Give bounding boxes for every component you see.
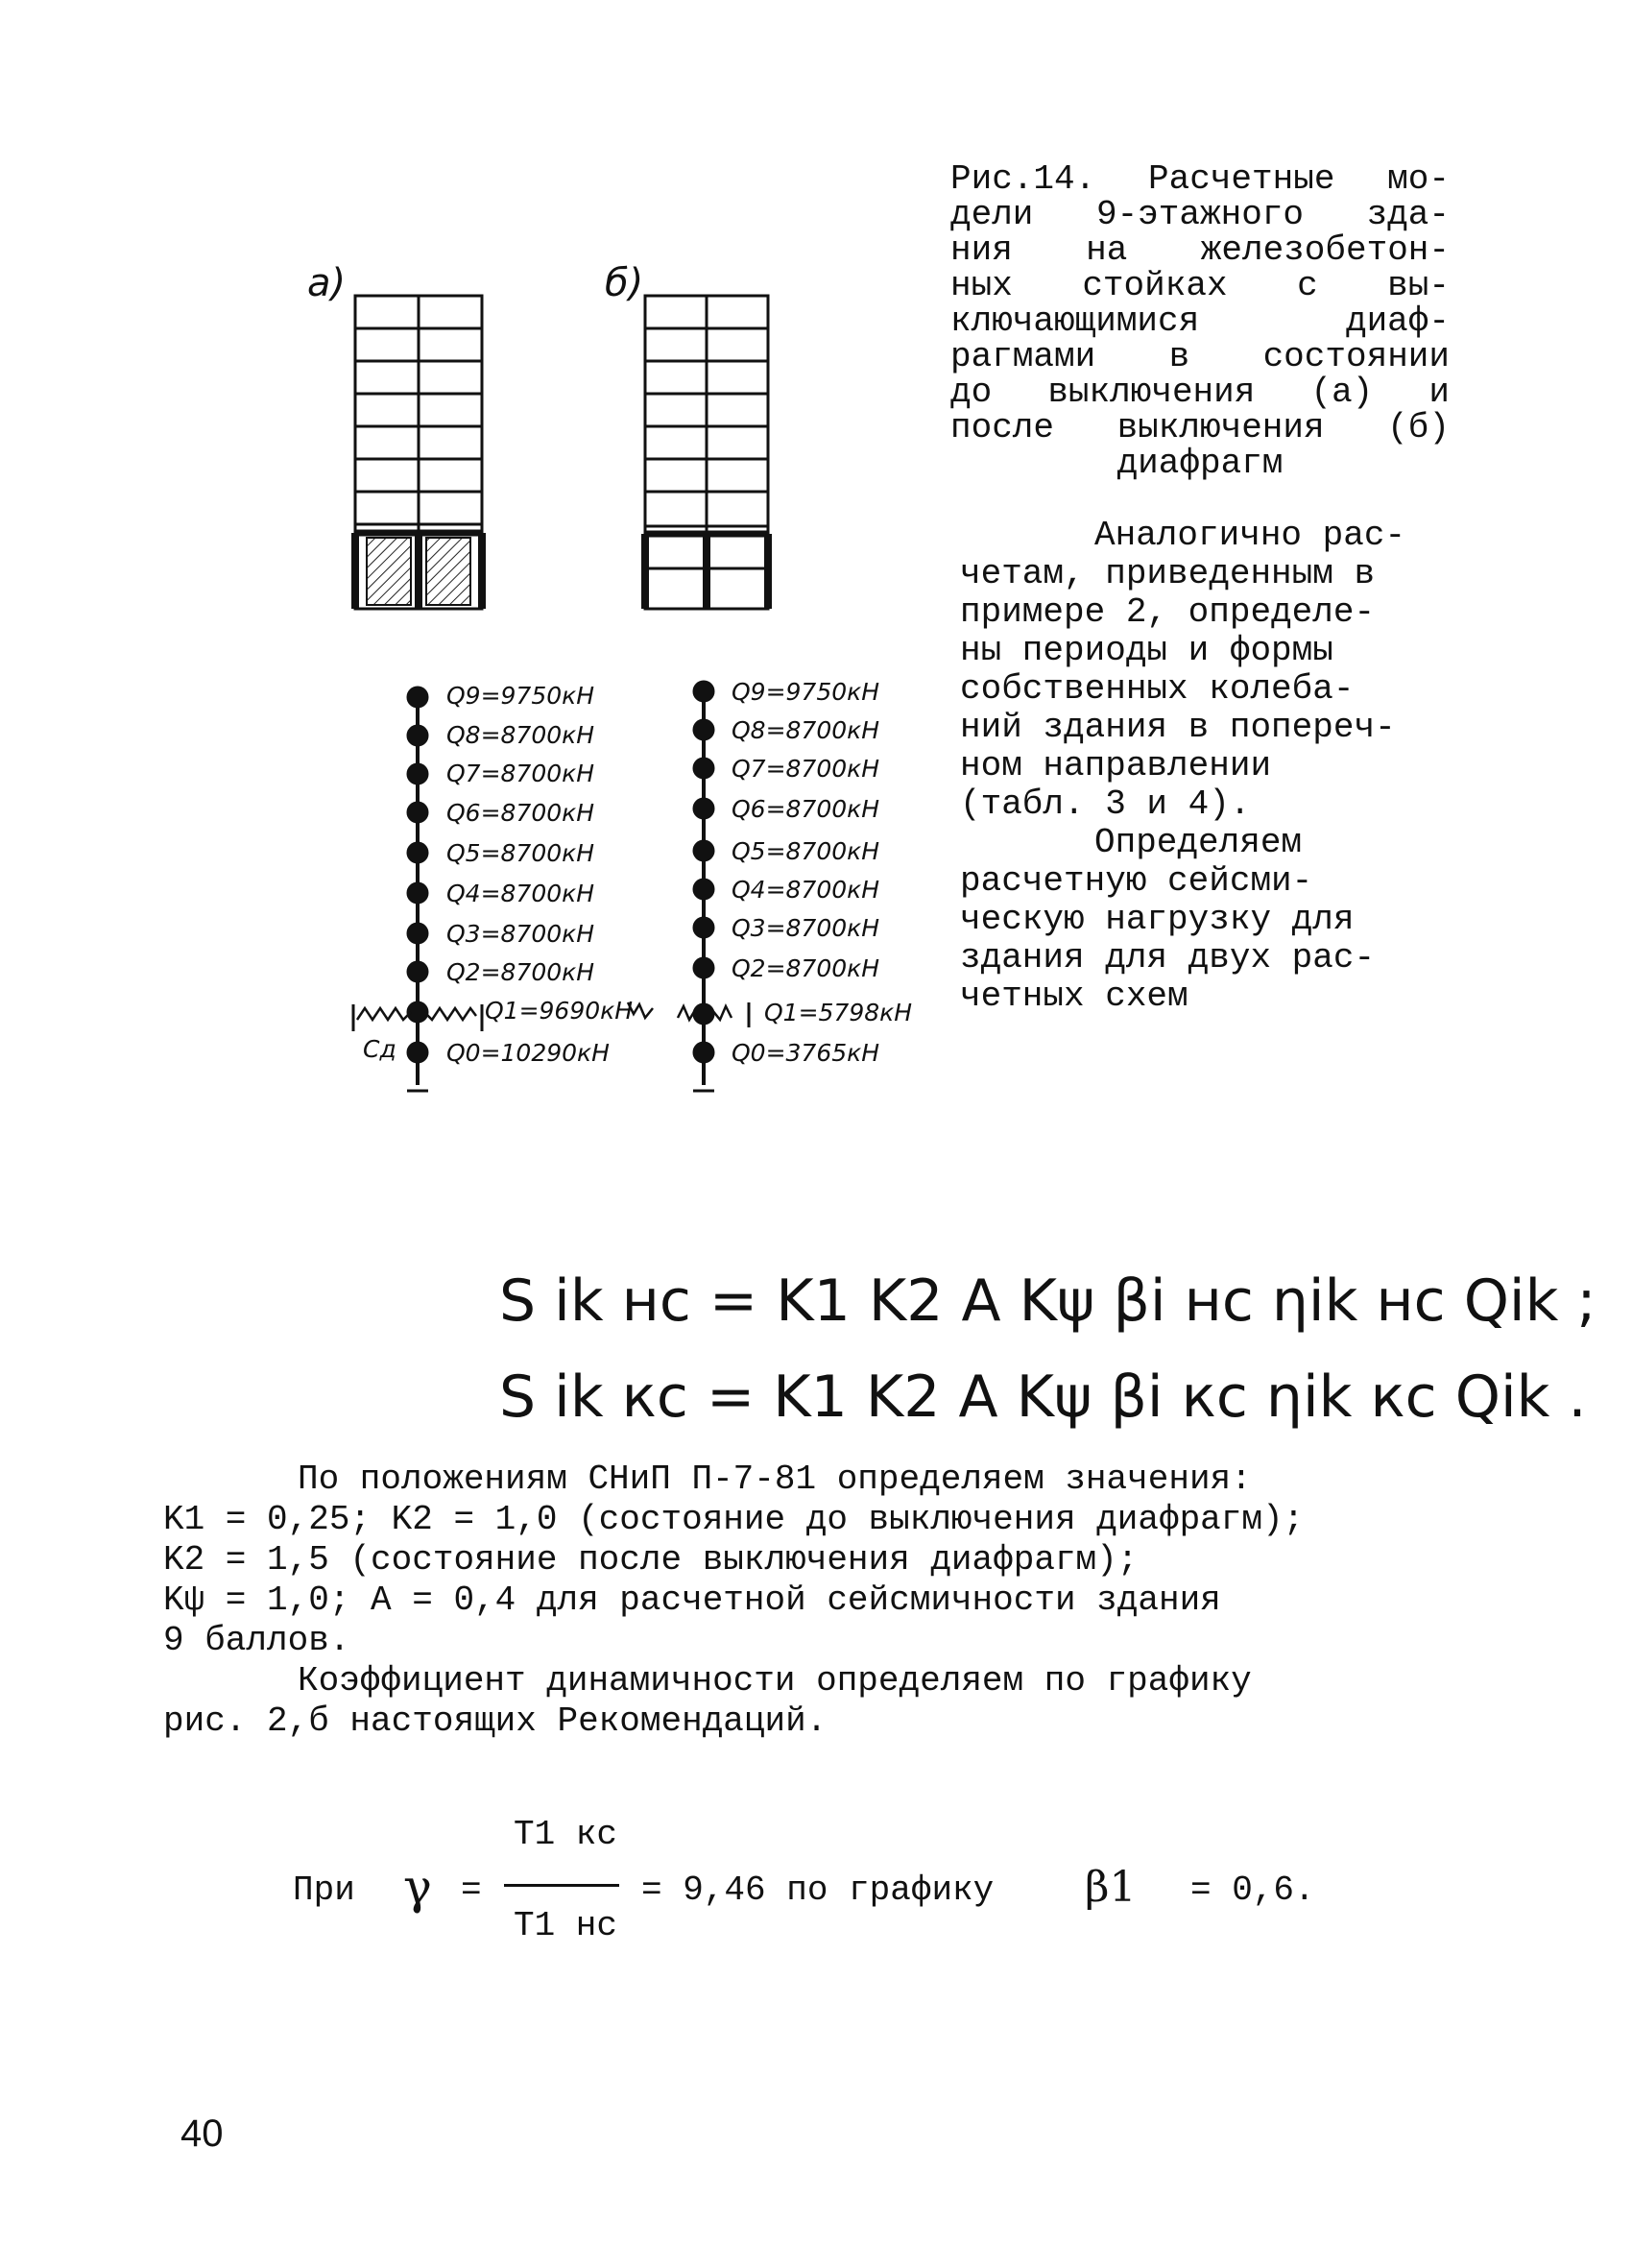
page-number: 40 — [180, 2112, 224, 2155]
side-line: собственных колеба- — [960, 669, 1355, 709]
load-a-q0: Q0=10290кН — [446, 1039, 610, 1067]
side-line: четных схем — [960, 977, 1188, 1016]
side-line: Аналогично рас- — [1094, 516, 1406, 555]
caption-line: до выключения (а) и — [950, 373, 1450, 412]
load-b-q4: Q4=8700кН — [732, 876, 880, 904]
body-line: K2 = 1,5 (состояние после выключения диафрагм); — [163, 1540, 1139, 1580]
ratio-result: = 9,46 по графику — [641, 1870, 995, 1910]
load-a-q4: Q4=8700кН — [446, 880, 595, 907]
support-label-cd: Сд — [363, 1035, 396, 1063]
side-line: здания для двух рас- — [960, 938, 1376, 977]
load-a-q7: Q7=8700кН — [446, 760, 595, 787]
ratio-denominator: T1 нс — [514, 1906, 618, 1945]
ratio-prefix: При — [293, 1870, 355, 1910]
figure-label-b: б) — [605, 261, 644, 305]
formula-1: S ik нс = K1 K2 A Kψ βi нс ηik нс Qik ; — [499, 1267, 1596, 1335]
load-a-q6: Q6=8700кН — [446, 799, 595, 827]
ratio-beta-value: = 0,6. — [1190, 1870, 1315, 1910]
figure-label-a: а) — [307, 261, 347, 305]
body-line: По положениям СНиП П-7-81 определяем значения: — [298, 1460, 1252, 1499]
side-line: четам, приведенным в — [960, 554, 1376, 593]
side-line: (табл. 3 и 4). — [960, 784, 1251, 824]
load-b-q2: Q2=8700кН — [732, 954, 880, 982]
load-a-q2: Q2=8700кН — [446, 958, 595, 986]
body-line: Коэффициент динамичности определяем по графику — [298, 1661, 1252, 1701]
diaphragm-hatch-a — [355, 533, 482, 609]
caption-line: дели 9-этажного зда- — [950, 195, 1450, 234]
load-a-q8: Q8=8700кН — [446, 721, 595, 749]
building-b — [645, 296, 768, 609]
body-line: 9 баллов. — [163, 1621, 350, 1660]
load-b-q5: Q5=8700кН — [732, 837, 880, 865]
body-line: K1 = 0,25; K2 = 1,0 (состояние до выключения диафрагм); — [163, 1500, 1305, 1539]
side-line: ческую нагрузку для — [960, 900, 1355, 939]
caption-line: ных стойках с вы- — [950, 266, 1450, 305]
load-a-q9: Q9=9750кН — [446, 682, 595, 710]
side-line: примере 2, определе- — [960, 592, 1376, 632]
side-paragraph — [960, 517, 1450, 1016]
load-b-q0: Q0=3765кН — [732, 1039, 880, 1067]
load-b-q3: Q3=8700кН — [732, 914, 880, 942]
caption-line: после выключения (б) — [950, 408, 1450, 447]
side-line: Определяем — [1094, 823, 1303, 862]
ratio-eq: = — [461, 1870, 482, 1910]
load-a-q3: Q3=8700кН — [446, 920, 595, 948]
side-line: ний здания в попереч- — [960, 708, 1396, 747]
fraction-bar — [504, 1884, 619, 1887]
body-line: рис. 2,б настоящих Рекомендаций. — [163, 1701, 828, 1741]
caption-line: диафрагм — [1116, 444, 1284, 483]
ratio-numerator: T1 кс — [514, 1815, 618, 1854]
side-line: расчетную сейсми- — [960, 861, 1313, 901]
body-paragraph — [163, 1460, 1488, 1742]
caption-line: ключающимися диаф- — [950, 302, 1450, 341]
caption-line: рагмами в состоянии — [950, 337, 1450, 376]
side-line: ны периоды и формы — [960, 631, 1333, 670]
side-line: ном направлении — [960, 746, 1272, 785]
load-b-q8: Q8=8700кН — [732, 716, 880, 744]
load-b-q7: Q7=8700кН — [732, 755, 880, 783]
load-a-q1: Q1=9690кН — [485, 997, 634, 1025]
caption-line: ния на железобетон- — [950, 230, 1450, 270]
ratio-gamma: γ — [403, 1859, 432, 1915]
formula-2: S ik кс = K1 K2 A Kψ βi кс ηik кс Qik . — [499, 1363, 1587, 1431]
ratio-beta: β1 — [1085, 1863, 1137, 1912]
load-b-q6: Q6=8700кН — [732, 795, 880, 823]
figure-caption — [950, 161, 1450, 481]
body-line: Kψ = 1,0; A = 0,4 для расчетной сейсмичности здания — [163, 1580, 1221, 1620]
load-a-q5: Q5=8700кН — [446, 839, 595, 867]
load-b-q9: Q9=9750кН — [732, 678, 880, 706]
caption-line: Рис.14. Расчетные мо- — [950, 159, 1450, 199]
load-b-q1: Q1=5798кН — [764, 999, 913, 1026]
